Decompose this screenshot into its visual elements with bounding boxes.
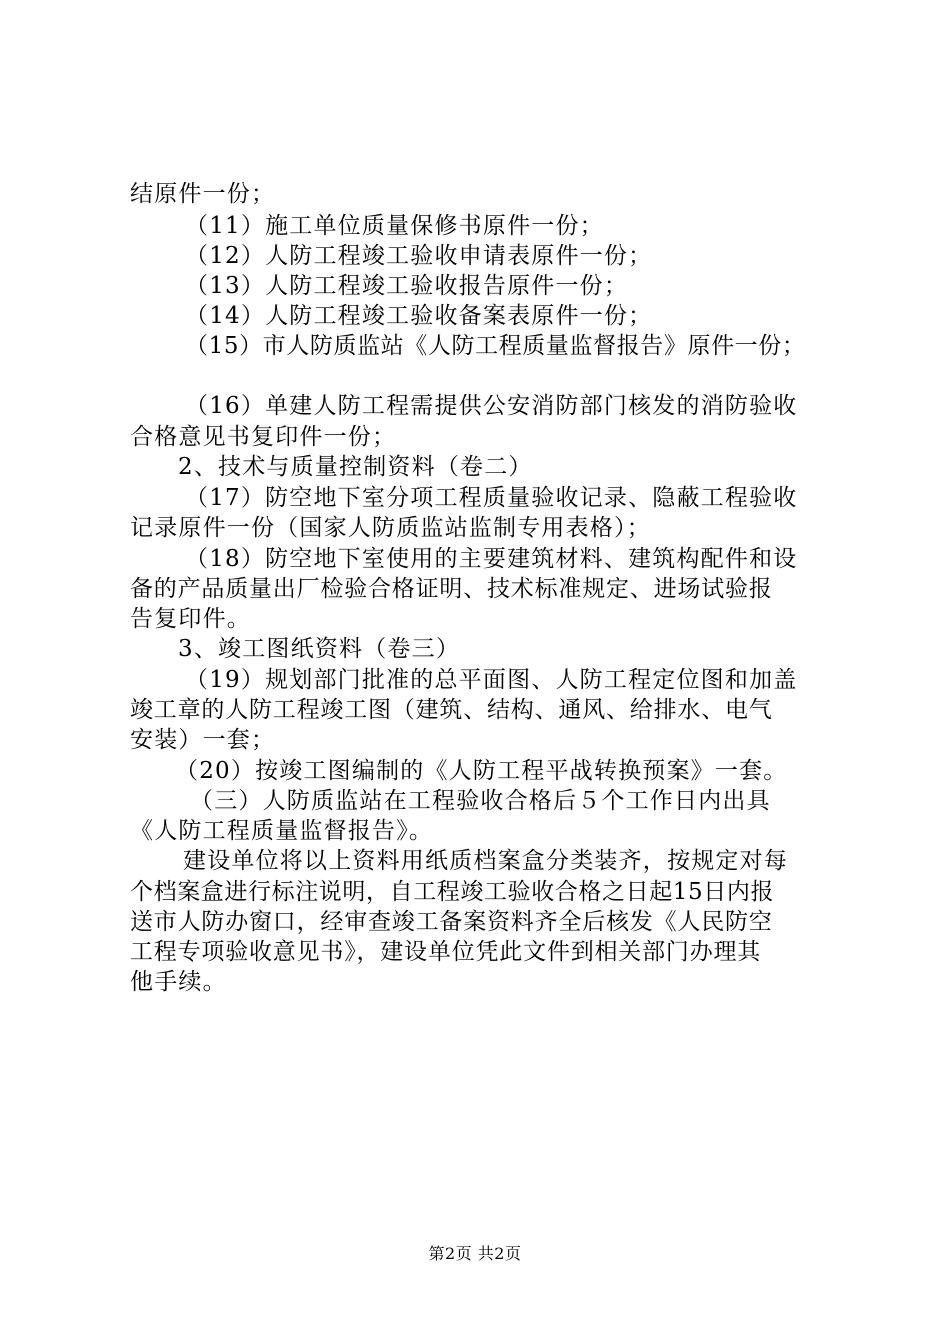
text-line: 备的产品质量出厂检验合格证明、技术标准规定、进场试验报 bbox=[130, 576, 773, 602]
text-line: 记录原件一份（国家人防质监站监制专用表格）； bbox=[130, 515, 651, 541]
text-line: 《人防工程质量监督报告》。 bbox=[130, 818, 434, 844]
text-line: （20）按竣工图编制的《人防工程平战转换预案》一套。 bbox=[175, 758, 788, 784]
text-line: （12）人防工程竣工验收申请表原件一份； bbox=[185, 243, 653, 269]
text-line: 工程专项验收意见书》，建设单位凭此文件到相关部门办理其 bbox=[130, 939, 762, 965]
text-line: （14）人防工程竣工验收备案表原件一份； bbox=[185, 303, 653, 329]
text-line: 送市人防办窗口，经审查竣工备案资料齐全后核发《人民防空 bbox=[130, 909, 773, 935]
text-line: （13）人防工程竣工验收报告原件一份； bbox=[185, 273, 629, 299]
section-heading: 2、技术与质量控制资料（卷二） bbox=[178, 454, 533, 480]
text-line: 安装）一套； bbox=[130, 727, 276, 753]
text-line: （15）市人防质监站《人防工程质量监督报告》原件一份； bbox=[185, 333, 806, 359]
text-line: （11）施工单位质量保修书原件一份； bbox=[185, 213, 604, 239]
page-footer: 第2页 共2页 bbox=[428, 1244, 522, 1263]
text-line: 结原件一份； bbox=[130, 181, 276, 207]
text-line: 建设单位将以上资料用纸质档案盒分类装齐，按规定对每 bbox=[183, 848, 788, 874]
text-line: （17）防空地下室分项工程质量验收记录、隐蔽工程验收 bbox=[185, 485, 798, 511]
text-line: 告复印件。 bbox=[130, 606, 251, 632]
text-line: （19）规划部门批准的总平面图、人防工程定位图和加盖 bbox=[185, 667, 798, 693]
text-line: （三）人防质监站在工程验收合格后５个工作日内出具 bbox=[190, 788, 771, 814]
section-heading: 3、竣工图纸资料（卷三） bbox=[178, 636, 461, 662]
text-line: （16）单建人防工程需提供公安消防部门核发的消防验收 bbox=[185, 393, 798, 419]
text-line: 个档案盒进行标注说明，自工程竣工验收合格之日起15日内报 bbox=[130, 879, 775, 905]
text-line: （18）防空地下室使用的主要建筑材料、建筑构配件和设 bbox=[185, 546, 798, 572]
text-line: 合格意见书复印件一份； bbox=[130, 424, 397, 450]
text-line: 他手续。 bbox=[130, 969, 227, 995]
text-line: 竣工章的人防工程竣工图（建筑、结构、通风、给排水、电气 bbox=[130, 697, 773, 723]
